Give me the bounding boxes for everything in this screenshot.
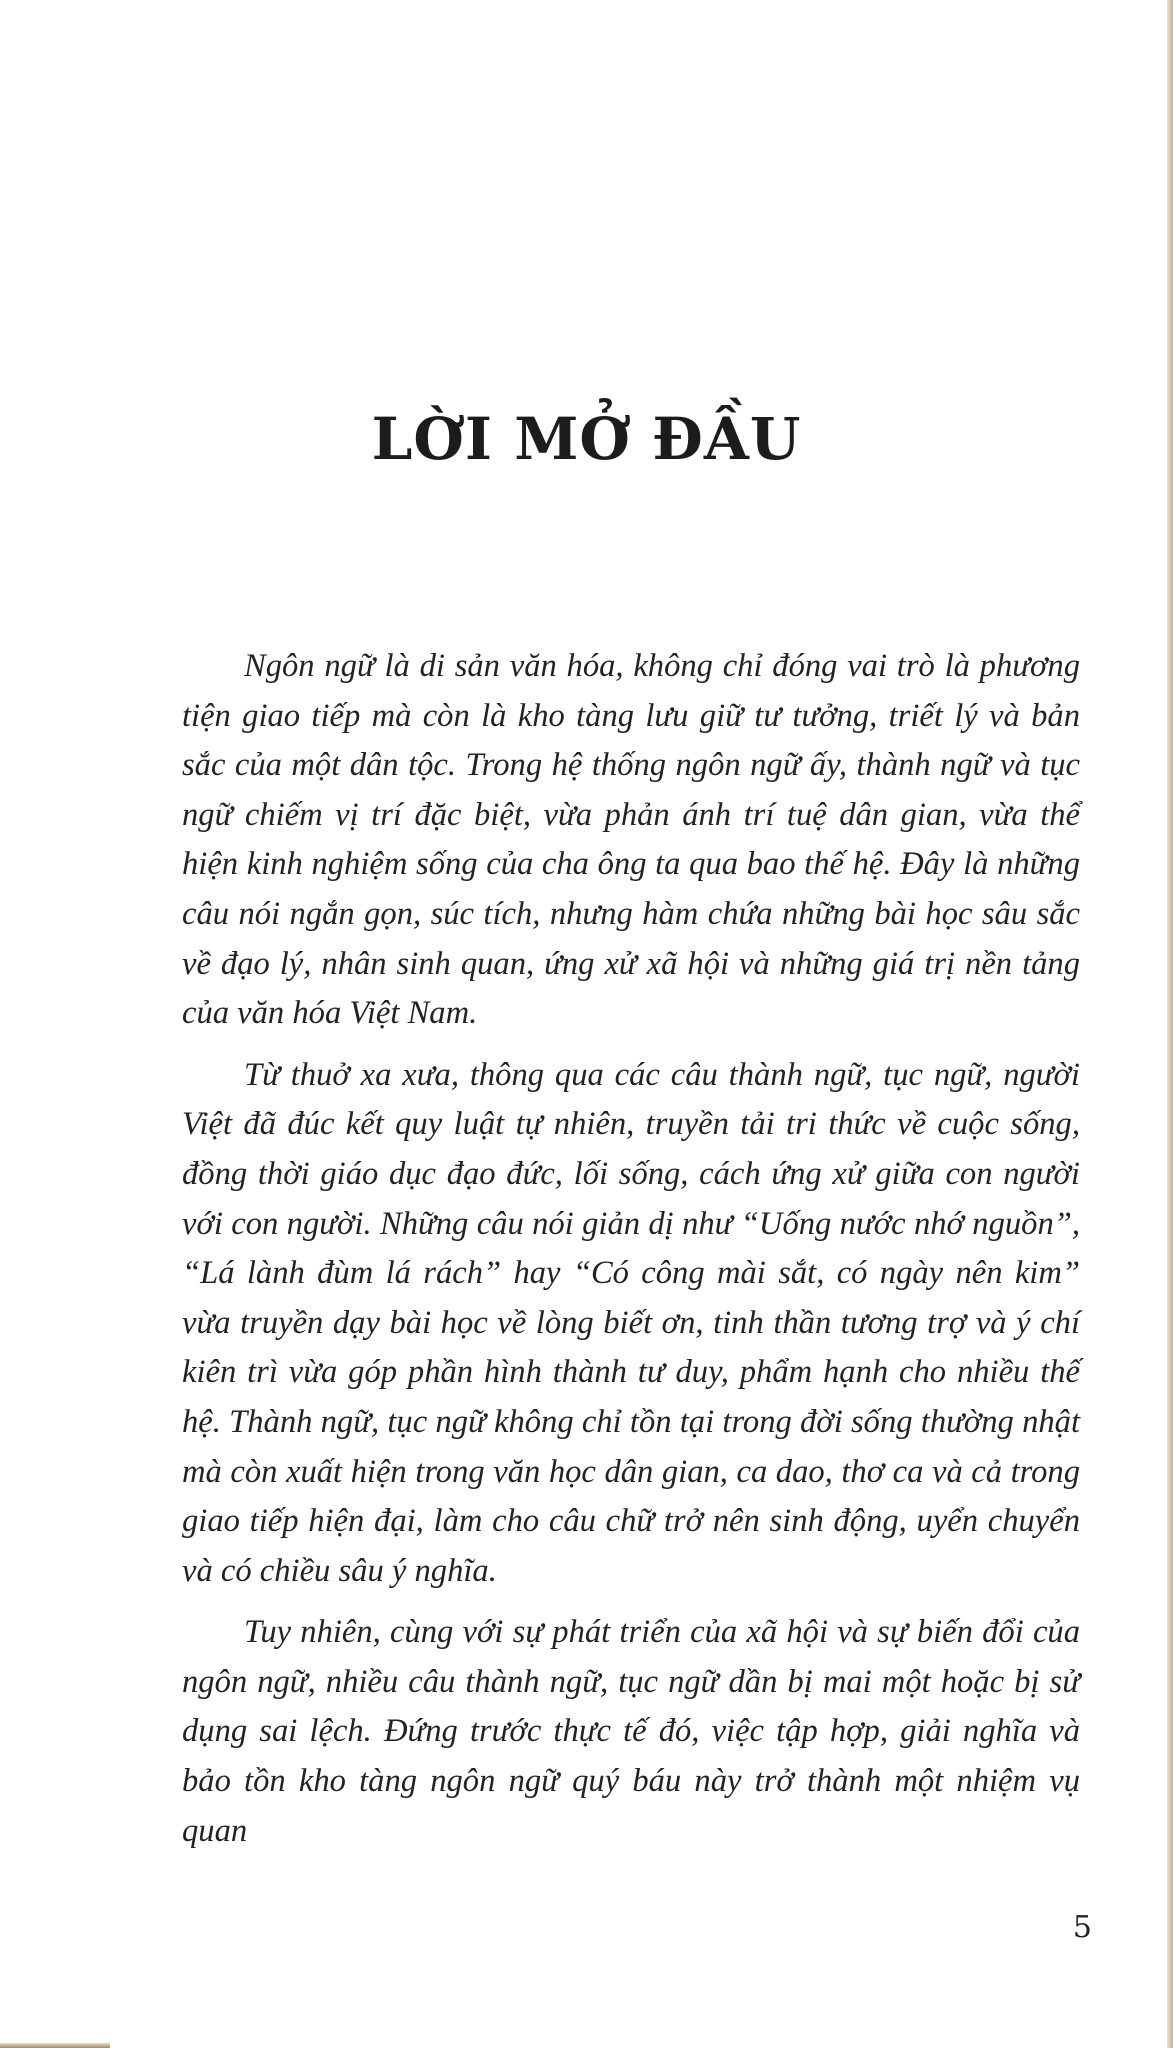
page-edge-bottom [0, 2043, 110, 2048]
body-text [182, 642, 1080, 1868]
page-edge-right [1167, 0, 1173, 2048]
paragraph-1: Ngôn ngữ là di sản văn hóa, không chỉ đóng vai trò là phương tiện giao tiếp mà còn là kho tàng lưu giữ tư tưởng, triết lý và bản sắc của một dân tộc. Trong hệ thống ngôn ngữ ấy, thành ngữ và tục ngữ chiếm vị trí đặc biệt, vừa phản ánh trí tuệ dân gian, vừa thể hiện kinh nghiệm sống của cha ông ta qua bao thế hệ. Đây là những câu nói ngắn gọn, súc tích, nhưng hàm chứa những bài học sâu sắc về đạo lý, nhân sinh quan, ứng xử xã hội và những giá trị nền tảng của văn hóa Việt Nam. [182, 648, 1080, 1032]
paragraph-3: Tuy nhiên, cùng với sự phát triển của xã hội và sự biến đổi của ngôn ngữ, nhiều câu thành ngữ, tục ngữ dần bị mai một hoặc bị sử dụng sai lệch. Đứng trước thực tế đó, việc tập hợp, giải nghĩa và bảo tồn kho tàng ngôn ngữ quý báu này trở thành một nhiệm vụ quan [182, 1614, 1080, 1849]
page-title: LỜI MỞ ĐẦU [371, 405, 802, 473]
page-number: 5 [1072, 1910, 1092, 1945]
paragraph-2: Từ thuở xa xưa, thông qua các câu thành ngữ, tục ngữ, người Việt đã đúc kết quy luật tự nhiên, truyền tải tri thức về cuộc sống, đồng thời giáo dục đạo đức, lối sống, cách ứng xử giữa con người với con người. Những câu nói giản dị như “Uống nước nhớ nguồn”, “Lá lành đùm lá rách” hay “Có công mài sắt, có ngày nên kim” vừa truyền dạy bài học về lòng biết ơn, tinh thần tương trợ và ý chí kiên trì vừa góp phần hình thành tư duy, phẩm hạnh cho nhiều thế hệ. Thành ngữ, tục ngữ không chỉ tồn tại trong đời sống thường nhật mà còn xuất hiện trong văn học dân gian, ca dao, thơ ca và cả trong giao tiếp hiện đại, làm cho câu chữ trở nên sinh động, uyển chuyển và có chiều sâu ý nghĩa. [182, 1056, 1080, 1589]
